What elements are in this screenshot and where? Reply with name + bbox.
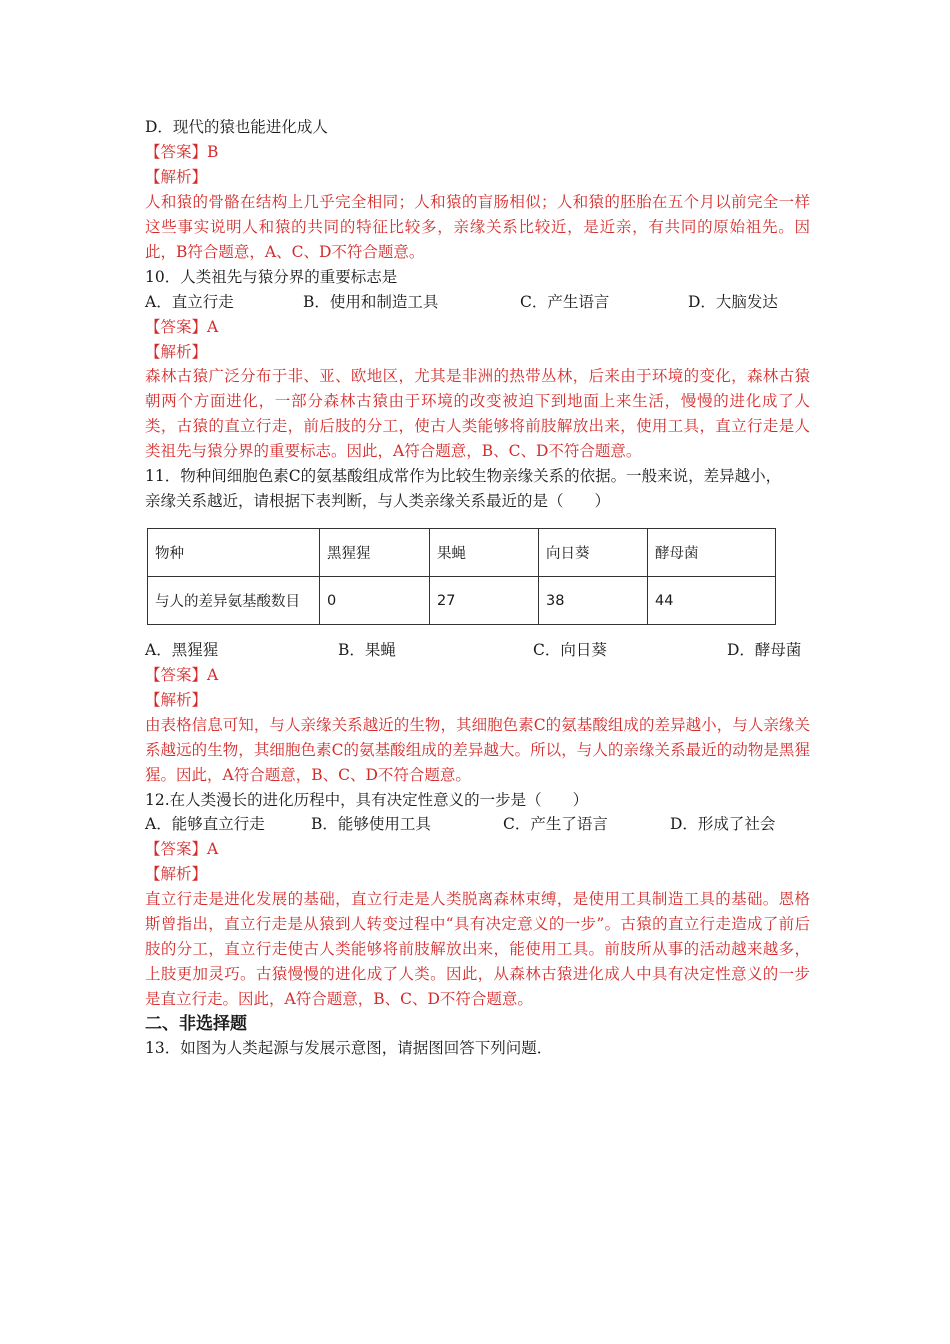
table-cell: 44 [648, 577, 776, 625]
q12-option-b: B．能够使用工具 [311, 815, 431, 833]
q12-analysis-label: 【解析】 [145, 865, 208, 883]
q11-option-c: C．向日葵 [533, 641, 607, 659]
table-cell: 0 [320, 577, 430, 625]
q11-options [145, 638, 810, 663]
q11-option-a: A．黑猩猩 [145, 641, 219, 659]
table-cell: 38 [539, 577, 648, 625]
table-header-cell: 黑猩猩 [320, 529, 430, 577]
q12-answer: 【答案】A [145, 840, 219, 858]
q10-answer: 【答案】A [145, 318, 219, 336]
q10-option-c: C．产生语言 [520, 293, 610, 311]
q11-answer: 【答案】A [145, 666, 219, 684]
q10-option-d: D．大脑发达 [688, 293, 778, 311]
q11-option-b: B．果蝇 [338, 641, 396, 659]
q9-analysis: 人和猿的骨骼在结构上几乎完全相同；人和猿的盲肠相似；人和猿的胚胎在五个月以前完全一样这些事实说明人和猿的共同的特征比较多，亲缘关系比较近，是近亲，有共同的原始祖先。因此，B符合题意，A、C、D不符合题意。 [145, 193, 810, 261]
table-cell: 27 [430, 577, 539, 625]
q12-option-a: A．能够直立行走 [145, 815, 265, 833]
q11-question-line2: 亲缘关系越近，请根据下表判断，与人类亲缘关系最近的是（ ） [145, 492, 611, 510]
q10-option-b: B．使用和制造工具 [303, 293, 439, 311]
table-cell: 与人的差异氨基酸数目 [148, 577, 320, 625]
q11-analysis-label: 【解析】 [145, 691, 208, 709]
q11-question-line1: 11．物种间细胞色素C的氨基酸组成常作为比较生物亲缘关系的依据。一般来说，差异越小， [145, 467, 782, 485]
table-header-cell: 果蝇 [430, 529, 539, 577]
q12-options [145, 812, 810, 837]
q12-option-d: D．形成了社会 [670, 815, 776, 833]
q9-answer: 【答案】B [145, 143, 219, 161]
q11-analysis: 由表格信息可知，与人亲缘关系越近的生物，其细胞色素C的氨基酸组成的差异越小，与人亲缘关系越远的生物，其细胞色素C的氨基酸组成的差异越大。所以，与人的亲缘关系最近的动物是黑猩猩。因此，A符合题意，B、C、D不符合题意。 [145, 716, 810, 784]
q10-question: 10．人类祖先与猿分界的重要标志是 [145, 268, 398, 286]
q12-option-c: C．产生了语言 [503, 815, 608, 833]
table-header-cell: 酵母菌 [648, 529, 776, 577]
q12-analysis: 直立行走是进化发展的基础，直立行走是人类脱离森林束缚，是使用工具制造工具的基础。恩格斯曾指出，直立行走是从猿到人转变过程中“具有决定意义的一步”。古猿的直立行走造成了前后肢的分工，直立行走使古人类能够将前肢解放出来，能使用工具。前肢所从事的活动越来越多，上肢更加灵巧。古猿慢慢的进化成了人类。因此，从森林古猿进化成人中具有决定性意义的一步是直立行走。因此，A符合题意，B、C、D不符合题意。 [145, 890, 810, 1008]
q10-option-a: A．直立行走 [145, 293, 234, 311]
table-row [148, 577, 776, 625]
q12-question: 12.在人类漫长的进化历程中，具有决定性意义的一步是（ ） [145, 791, 589, 809]
q10-options [145, 290, 810, 315]
amino-acid-table [147, 528, 776, 625]
q13-question: 13．如图为人类起源与发展示意图，请据图回答下列问题． [145, 1039, 553, 1057]
table-header-cell: 向日葵 [539, 529, 648, 577]
table-header-row [148, 529, 776, 577]
q10-analysis: 森林古猿广泛分布于非、亚、欧地区，尤其是非洲的热带丛林，后来由于环境的变化，森林古猿朝两个方面进化，一部分森林古猿由于环境的改变被迫下到地面上来生活，慢慢的进化成了人类，古猿的直立行走，前后肢的分工，使古人类能够将前肢解放出来，使用工具，直立行走是人类祖先与猿分界的重要标志。因此，A符合题意，B、C、D不符合题意。 [145, 367, 810, 460]
q11-option-d: D．酵母菌 [727, 641, 802, 659]
q9-analysis-label: 【解析】 [145, 168, 208, 186]
q10-analysis-label: 【解析】 [145, 343, 208, 361]
table-header-cell: 物种 [148, 529, 320, 577]
q9-option-d: D．现代的猿也能进化成人 [145, 118, 328, 136]
section-heading: 二、非选择题 [145, 1014, 247, 1034]
